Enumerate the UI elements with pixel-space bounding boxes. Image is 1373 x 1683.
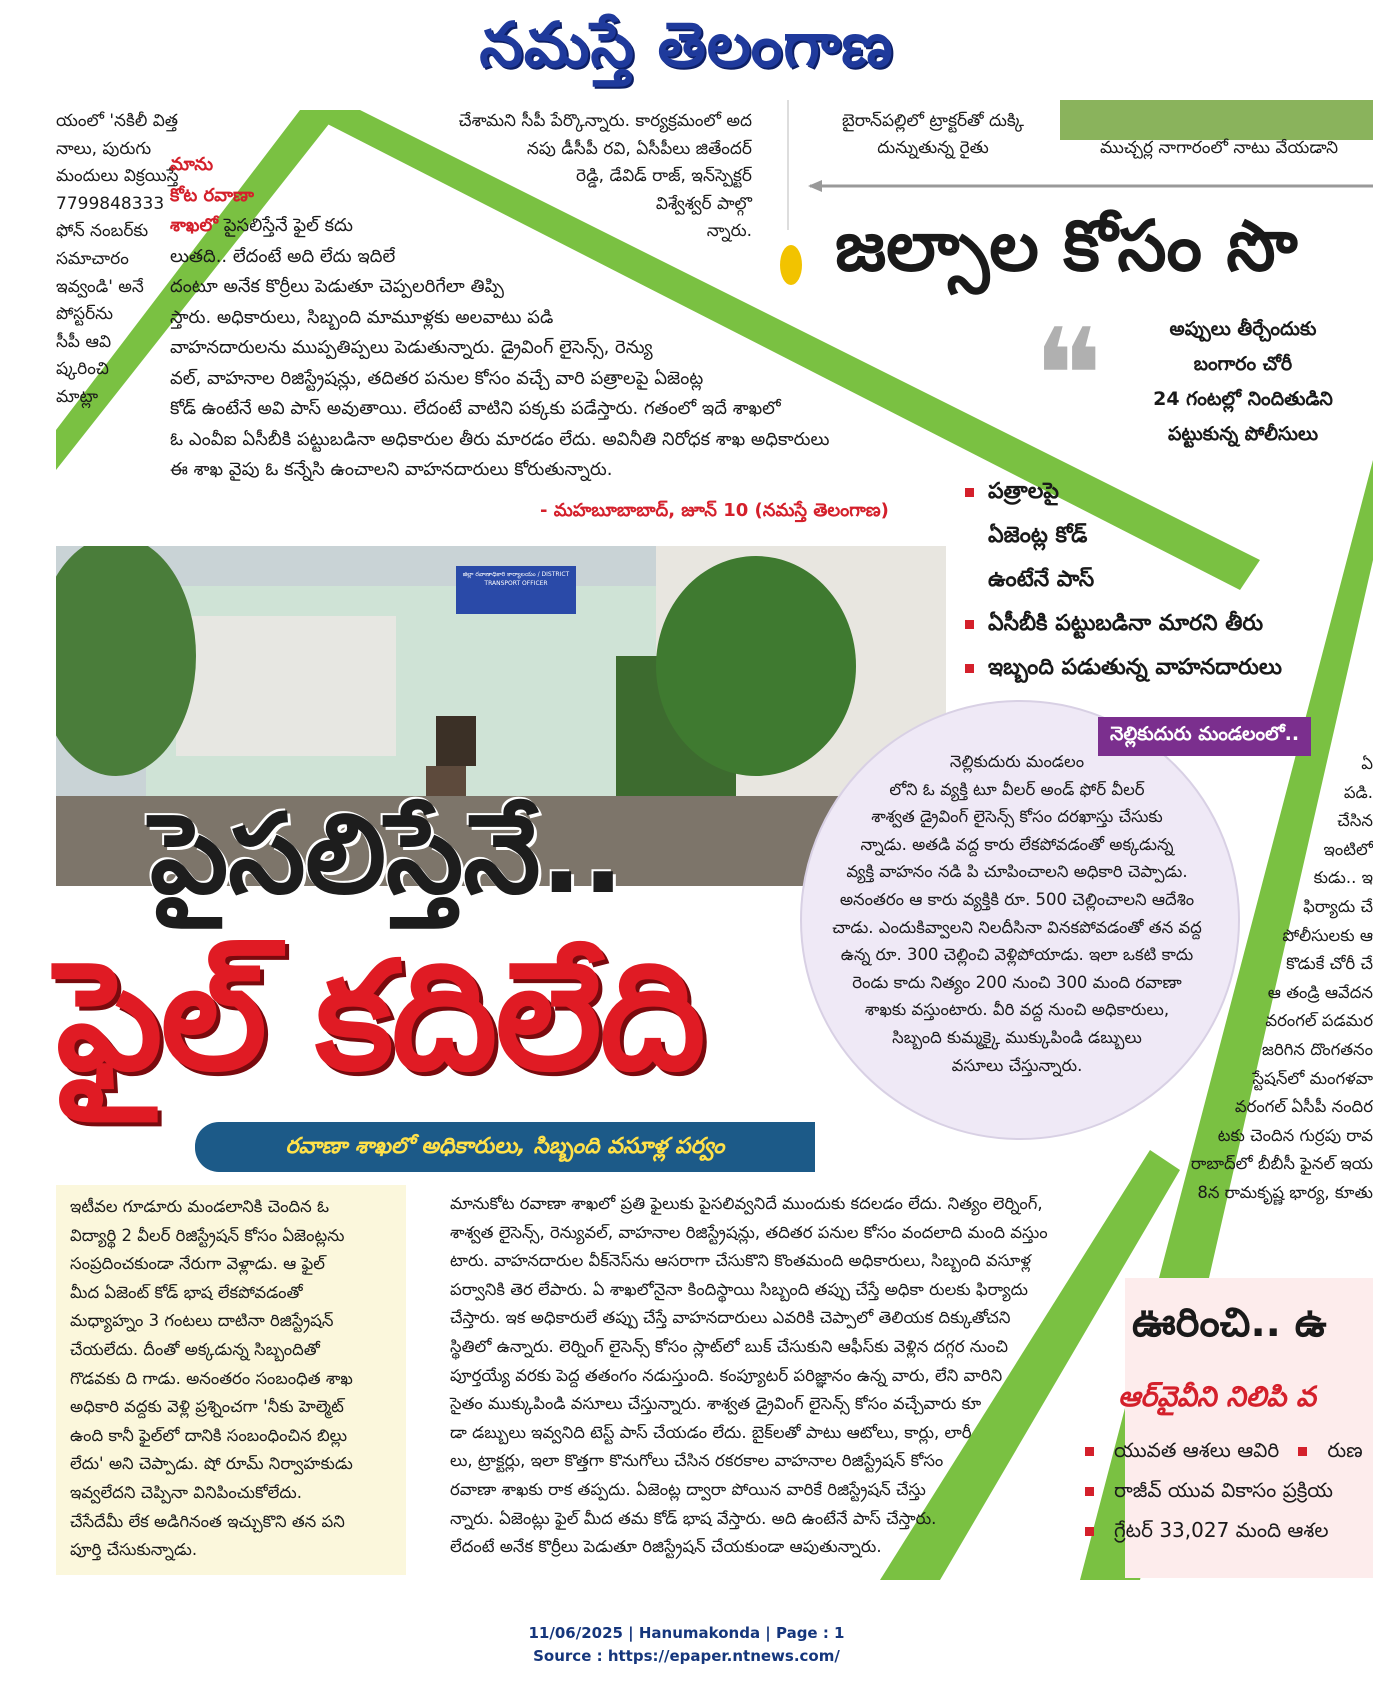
photo-caption-tractor: బైరాన్‌పల్లిలో ట్రాక్టర్‌తో దుక్కి దున్నుతున్న రైతు [841, 111, 1025, 158]
inset-tag: నెల్లికుదురు మండలంలో.. [1098, 717, 1311, 756]
left-column-text: యంలో 'నకిలీ విత్త నాలు, పురుగు మందులు విక్రయిస్తే 7799848333 ఫోన్ నంబర్‌కు సమాచారం ఇవ్వండి' అనే పోస్టర్‌ను సీపీ ఆవి ష్కరించి మాట్లా [56, 111, 179, 407]
inset-circle-text: నెల్లికుదురు మండలం లోని ఓ వ్యక్తి టూ వీలర్ అండ్ ఫోర్ వీలర్ శాశ్వత డ్రైవింగ్ లైసెన్స్ కోసం దరఖాస్తు చేసుకు న్నాడు. అతడి వద్ద కారు లేకపోవడంతో అక్కడున్న వ్యక్తి వాహనం నడి పి చూపించాలని అధికారి చెప్పాడు. అనంతరం ఆ కారు వ్యక్తికి రూ. 500 చెల్లించాలని ఆదేశిం చాడు. ఎందుకివ్వాలని నిలదీసినా వినకపోవడంతో తన వద్ద ఉన్న రూ. 300 చెల్లించి వెళ్లిపోయాడు. ఇలా ఒకటి కాదు రెండు కాదు నిత్యం 200 నుంచి 300 మంది రవాణా శాఖకు వస్తుంటారు. వీరి వద్ద నుంచి అధికారులు, సిబ్బంది కుమ్మక్కై ముక్కుపిండి డబ్బులు వసూలు చేస్తున్నారు. [832, 752, 1202, 1075]
top-middle-text: చేశామని సీపీ పేర్కొన్నారు. కార్యక్రమంలో అద నపు డీసీపీ రవి, ఏసీపీలు జితేందర్ రెడ్డి, డేవిడ్ రాజ్, ఇన్‌స్పెక్టర్ విశ్వేశ్వర్ పాల్గొ న్నారు. [458, 111, 752, 242]
promo-item: యువత ఆశలు ఆవిరి రుణ [1085, 1430, 1363, 1470]
article-intro [170, 150, 940, 486]
promo-list [1085, 1430, 1363, 1550]
bullet-square-icon [965, 620, 974, 629]
masthead-logo: నమస్తే తెలంగాణ [479, 8, 894, 81]
bullet-square-icon [1085, 1527, 1094, 1536]
bullet-square-icon [1085, 1487, 1094, 1496]
quote-mark-icon: ❝ [1033, 300, 1103, 452]
highlight-item: ఇబ్బంది పడుతున్న వాహనదారులు [965, 646, 1365, 690]
intro-red-lead: మాను కోట రవాణా శాఖలో [170, 154, 255, 236]
page-footer [0, 1622, 1373, 1668]
article-body: మానుకోట రవాణా శాఖలో ప్రతి ఫైలుకు పైసలివ్వనిదే ముందుకు కదలడం లేదు. నిత్యం లెర్నింగ్, శాశ్వత లైసెన్స్, రెన్యువల్, వాహనాల రిజిస్ట్రేషన్లు, తదితర పనుల కోసం వందలాది మంది వస్తుం టారు. వాహనదారుల వీక్‌నెస్‌ను ఆసరాగా చేసుకొని కొంతమంది అధికారులు, సిబ్బంది వసూళ్ల పర్వానికి తెర లేపారు. ఏ శాఖలోనైనా కిందిస్థాయి సిబ్బంది తప్పు చేస్తే అధికా రులకు ఫిర్యాదు చేస్తారు. ఇక అధికారులే తప్పు చేస్తే వాహనదారులు ఎవరికి చెప్పాలో తెలియక దిక్కుతోచని స్థితిలో ఉన్నారు. లెర్నింగ్ లైసెన్స్ కోసం స్లాట్‌లో బుక్ చేసుకుని ఆఫీస్‌కు వెళ్లిన దగ్గర నుంచి పూర్తయ్యే వరకు పెద్ద తతంగం నడుస్తుంది. కంప్యూటర్ పరిజ్ఞానం ఉన్న వారు, లేని వారిని సైతం ముక్కుపిండి వసూలు చేస్తున్నారు. శాశ్వత డ్రైవింగ్ లైసెన్స్ కోసం వచ్చేవారు కూ డా డబ్బులు ఇవ్వనిది టెస్ట్ పాస్ చేయడం లేదు. బైక్‌లతో పాటు ఆటోలు, కార్లు, లారీ లు, ట్రాక్టర్లు, ఇలా కొత్తగా కొనుగోలు చేసిన రకరకాల వాహనాల రిజిస్ట్రేషన్ కోసం రవాణా శాఖకు రాక తప్పదు. ఏజెంట్ల ద్వారా పోయిన వారికే రిజిస్ట్రేషన్ చేస్తు న్నారు. ఏజెంట్లు ఫైల్ మీద తమ కోడ్ భాష వేస్తారు. అది ఉంటేనే పాస్ చేస్తారు. లేదంటే అనేక కొర్రీలు పెడుతూ రిజిస్ట్రేషన్ చేయకుండా ఆపుతున్నారు. [450, 1194, 1048, 1557]
bullet-square-icon [965, 664, 974, 673]
highlight-item: ఏసీబీకి పట్టుబడినా మారని తీరు [965, 602, 1365, 646]
right-column-text: ఏ పడి. చేసిన ఇంటిలో కుడు.. ఇ ఫిర్యాదు చే పోలీసులకు ఆ కొడుకే చోరీ చే ఆ తండ్రి ఆవేదన వరంగల్ పడమర జరిగిన దొంగతనం స్టేషన్‌లో మంగళవా వరంగల్ ఏసీపీ నందిర టకు చెందిన గుర్రపు రావ రాబాద్‌లో బీబీసీ ఫైనల్ ఇయ 8న రామకృష్ణ భార్య, కూతు [1190, 754, 1373, 1202]
photo-caption-planting: ముచ్చర్ల నాగారంలో నాటు వేయడాని [1100, 138, 1339, 158]
promo-item: గ్రేటర్ 33,027 మంది ఆశల [1085, 1510, 1363, 1550]
yellow-dot [780, 245, 802, 285]
bullet-square-icon [1298, 1447, 1307, 1456]
promo-subheadline: ఆర్‌వైవీని నిలిపి వ [1118, 1380, 1316, 1413]
field-photo-strip [1060, 100, 1373, 140]
footer-edition-info: 11/06/2025 | Hanumakonda | Page : 1 [528, 1624, 845, 1642]
promo-headline: ఊరించి.. ఉ [1132, 1300, 1327, 1346]
bullet-square-icon [965, 488, 974, 497]
dateline: - మహబూబాబాద్, జూన్ 10 (నమస్తే తెలంగాణ) [540, 500, 889, 521]
right-story-deck: అప్పులు తీర్చేందుకు బంగారం చోరీ 24 గంటల్లో నిందితుడిని పట్టుకున్న పోలీసులు [1153, 318, 1333, 445]
bullet-square-icon [1085, 1447, 1094, 1456]
highlight-item: ఉంటేనే పాస్ [988, 567, 1095, 592]
office-signboard-text: జిల్లా రవాణాధికారి కార్యాలయం / DISTRICT TRANSPORT OFFICER [462, 571, 570, 587]
highlight-item: ఏజెంట్ల కోడ్ [988, 523, 1088, 548]
footer-source-link[interactable]: Source : https://epaper.ntnews.com/ [533, 1647, 840, 1665]
highlights-list [965, 470, 1365, 690]
right-story-headline: జల్సాల కోసం సొ [835, 205, 1298, 287]
headline-primary: పైసలిస్తేనే.. [150, 790, 625, 918]
headline-secondary: ఫైల్ కదిలేది [56, 930, 704, 1104]
highlight-item: పత్రాలపై [965, 470, 1365, 514]
sidebox-left-story: ఇటీవల గూడూరు మండలానికి చెందిన ఓ విద్యార్థి 2 వీలర్ రిజిస్ట్రేషన్ కోసం ఏజెంట్లను సంప్రదించకుండా నేరుగా వెళ్లాడు. ఆ ఫైల్ మీద ఏజెంట్ కోడ్ భాష లేకపోవడంతో మధ్యాహ్నం 3 గంటలు దాటినా రిజిస్ట్రేషన్ చేయలేదు. దీంతో అక్కడున్న సిబ్బందితో గొడవకు ది గాడు. అనంతరం సంబంధిత శాఖ అధికారి వద్దకు వెళ్లి ప్రశ్నించగా 'నీకు హెల్మెట్ ఉంది కానీ ఫైల్‌లో దానికి సంబంధించిన బిల్లు లేదు' అని చెప్పాడు. షో రూమ్ నిర్వాహకుడు ఇవ్వలేదని చెప్పినా వినిపించుకోలేదు. చేసేదేమీ లేక అడిగినంత ఇచ్చుకొని తన పని పూర్తి చేసుకున్నాడు. [56, 1185, 406, 1575]
intro-body: పైసలిస్తేనే ఫైల్ కదు లుతది.. లేదంటే అది లేదు ఇదిలే దంటూ అనేక కొర్రీలు పెడుతూ చెప్పలరిగేలా తిప్పి స్తారు. అధికారులు, సిబ్బంది మామూళ్లకు అలవాటు పడి వాహనదారులను ముప్పతిప్పలు పెడుతున్నారు. డ్రైవింగ్ లైసెన్స్, రెన్యు వల్, వాహనాల రిజిస్ట్రేషన్లు, తదితర పనుల కోసం వచ్చే వారి పత్రాలపై ఏజెంట్ల కోడ్ ఉంటేనే అవి పాస్ అవుతాయి. లేదంటే వాటిని పక్కకు పడేస్తారు. గతంలో ఇదే శాఖలో ఓ ఎంవీఐ ఏసీబీకి పట్టుబడినా అధికారుల తీరు మారడం లేదు. అవినీతి నిరోధక శాఖ అధికారులు ఈ శాఖ వైపు ఓ కన్నేసి ఉంచాలని వాహనదారులు కోరుతున్నారు. [170, 215, 830, 480]
subheadline-bar: రవాణా శాఖలో అధికారులు, సిబ్బంది వసూళ్ల పర్వం [195, 1122, 815, 1172]
promo-item: రాజీవ్ యువ వికాసం ప్రక్రియ [1085, 1470, 1363, 1510]
